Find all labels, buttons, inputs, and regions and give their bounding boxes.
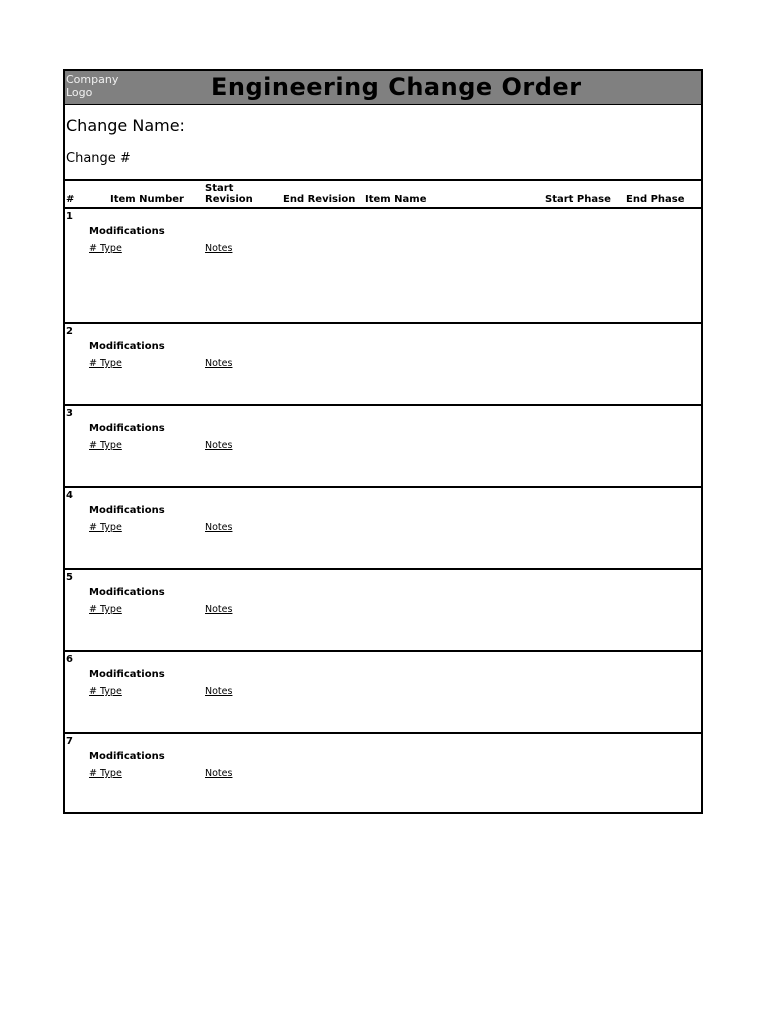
company-logo: Company Logo [66,73,119,99]
change-row [65,324,701,406]
type-link[interactable]: # Type [89,440,122,451]
notes-link[interactable]: Notes [205,243,233,254]
modifications-label: Modifications [89,669,165,680]
notes-link[interactable]: Notes [205,358,233,369]
notes-link[interactable]: Notes [205,522,233,533]
notes-link[interactable]: Notes [205,768,233,779]
change-number-label: Change # [66,151,131,166]
column-header-item-name: Item Name [365,194,427,205]
row-number: 1 [66,211,73,222]
engineering-change-order-form [63,69,703,814]
change-name-label: Change Name: [66,116,185,135]
notes-link[interactable]: Notes [205,686,233,697]
change-row [65,734,701,814]
row-number: 3 [66,408,73,419]
row-number: 7 [66,736,73,747]
notes-link[interactable]: Notes [205,440,233,451]
type-link[interactable]: # Type [89,243,122,254]
row-number: 6 [66,654,73,665]
change-row [65,652,701,734]
column-header-start-revision: Start Revision [205,183,253,205]
column-header-end-revision: End Revision [283,194,356,205]
type-link[interactable]: # Type [89,358,122,369]
type-link[interactable]: # Type [89,522,122,533]
column-header-end-phase: End Phase [626,194,685,205]
modifications-label: Modifications [89,341,165,352]
column-header-start-phase: Start Phase [545,194,611,205]
column-header-row [65,179,701,209]
change-row [65,488,701,570]
change-row [65,209,701,324]
row-number: 5 [66,572,73,583]
row-number: 2 [66,326,73,337]
page-title: Engineering Change Order [211,73,582,101]
change-row [65,570,701,652]
column-header-num: # [66,194,75,205]
type-link[interactable]: # Type [89,686,122,697]
type-link[interactable]: # Type [89,768,122,779]
title-bar [65,71,701,105]
change-row [65,406,701,488]
modifications-label: Modifications [89,587,165,598]
modifications-label: Modifications [89,423,165,434]
modifications-label: Modifications [89,505,165,516]
notes-link[interactable]: Notes [205,604,233,615]
modifications-label: Modifications [89,226,165,237]
type-link[interactable]: # Type [89,604,122,615]
modifications-label: Modifications [89,751,165,762]
column-header-item-number: Item Number [110,194,184,205]
row-number: 4 [66,490,73,501]
